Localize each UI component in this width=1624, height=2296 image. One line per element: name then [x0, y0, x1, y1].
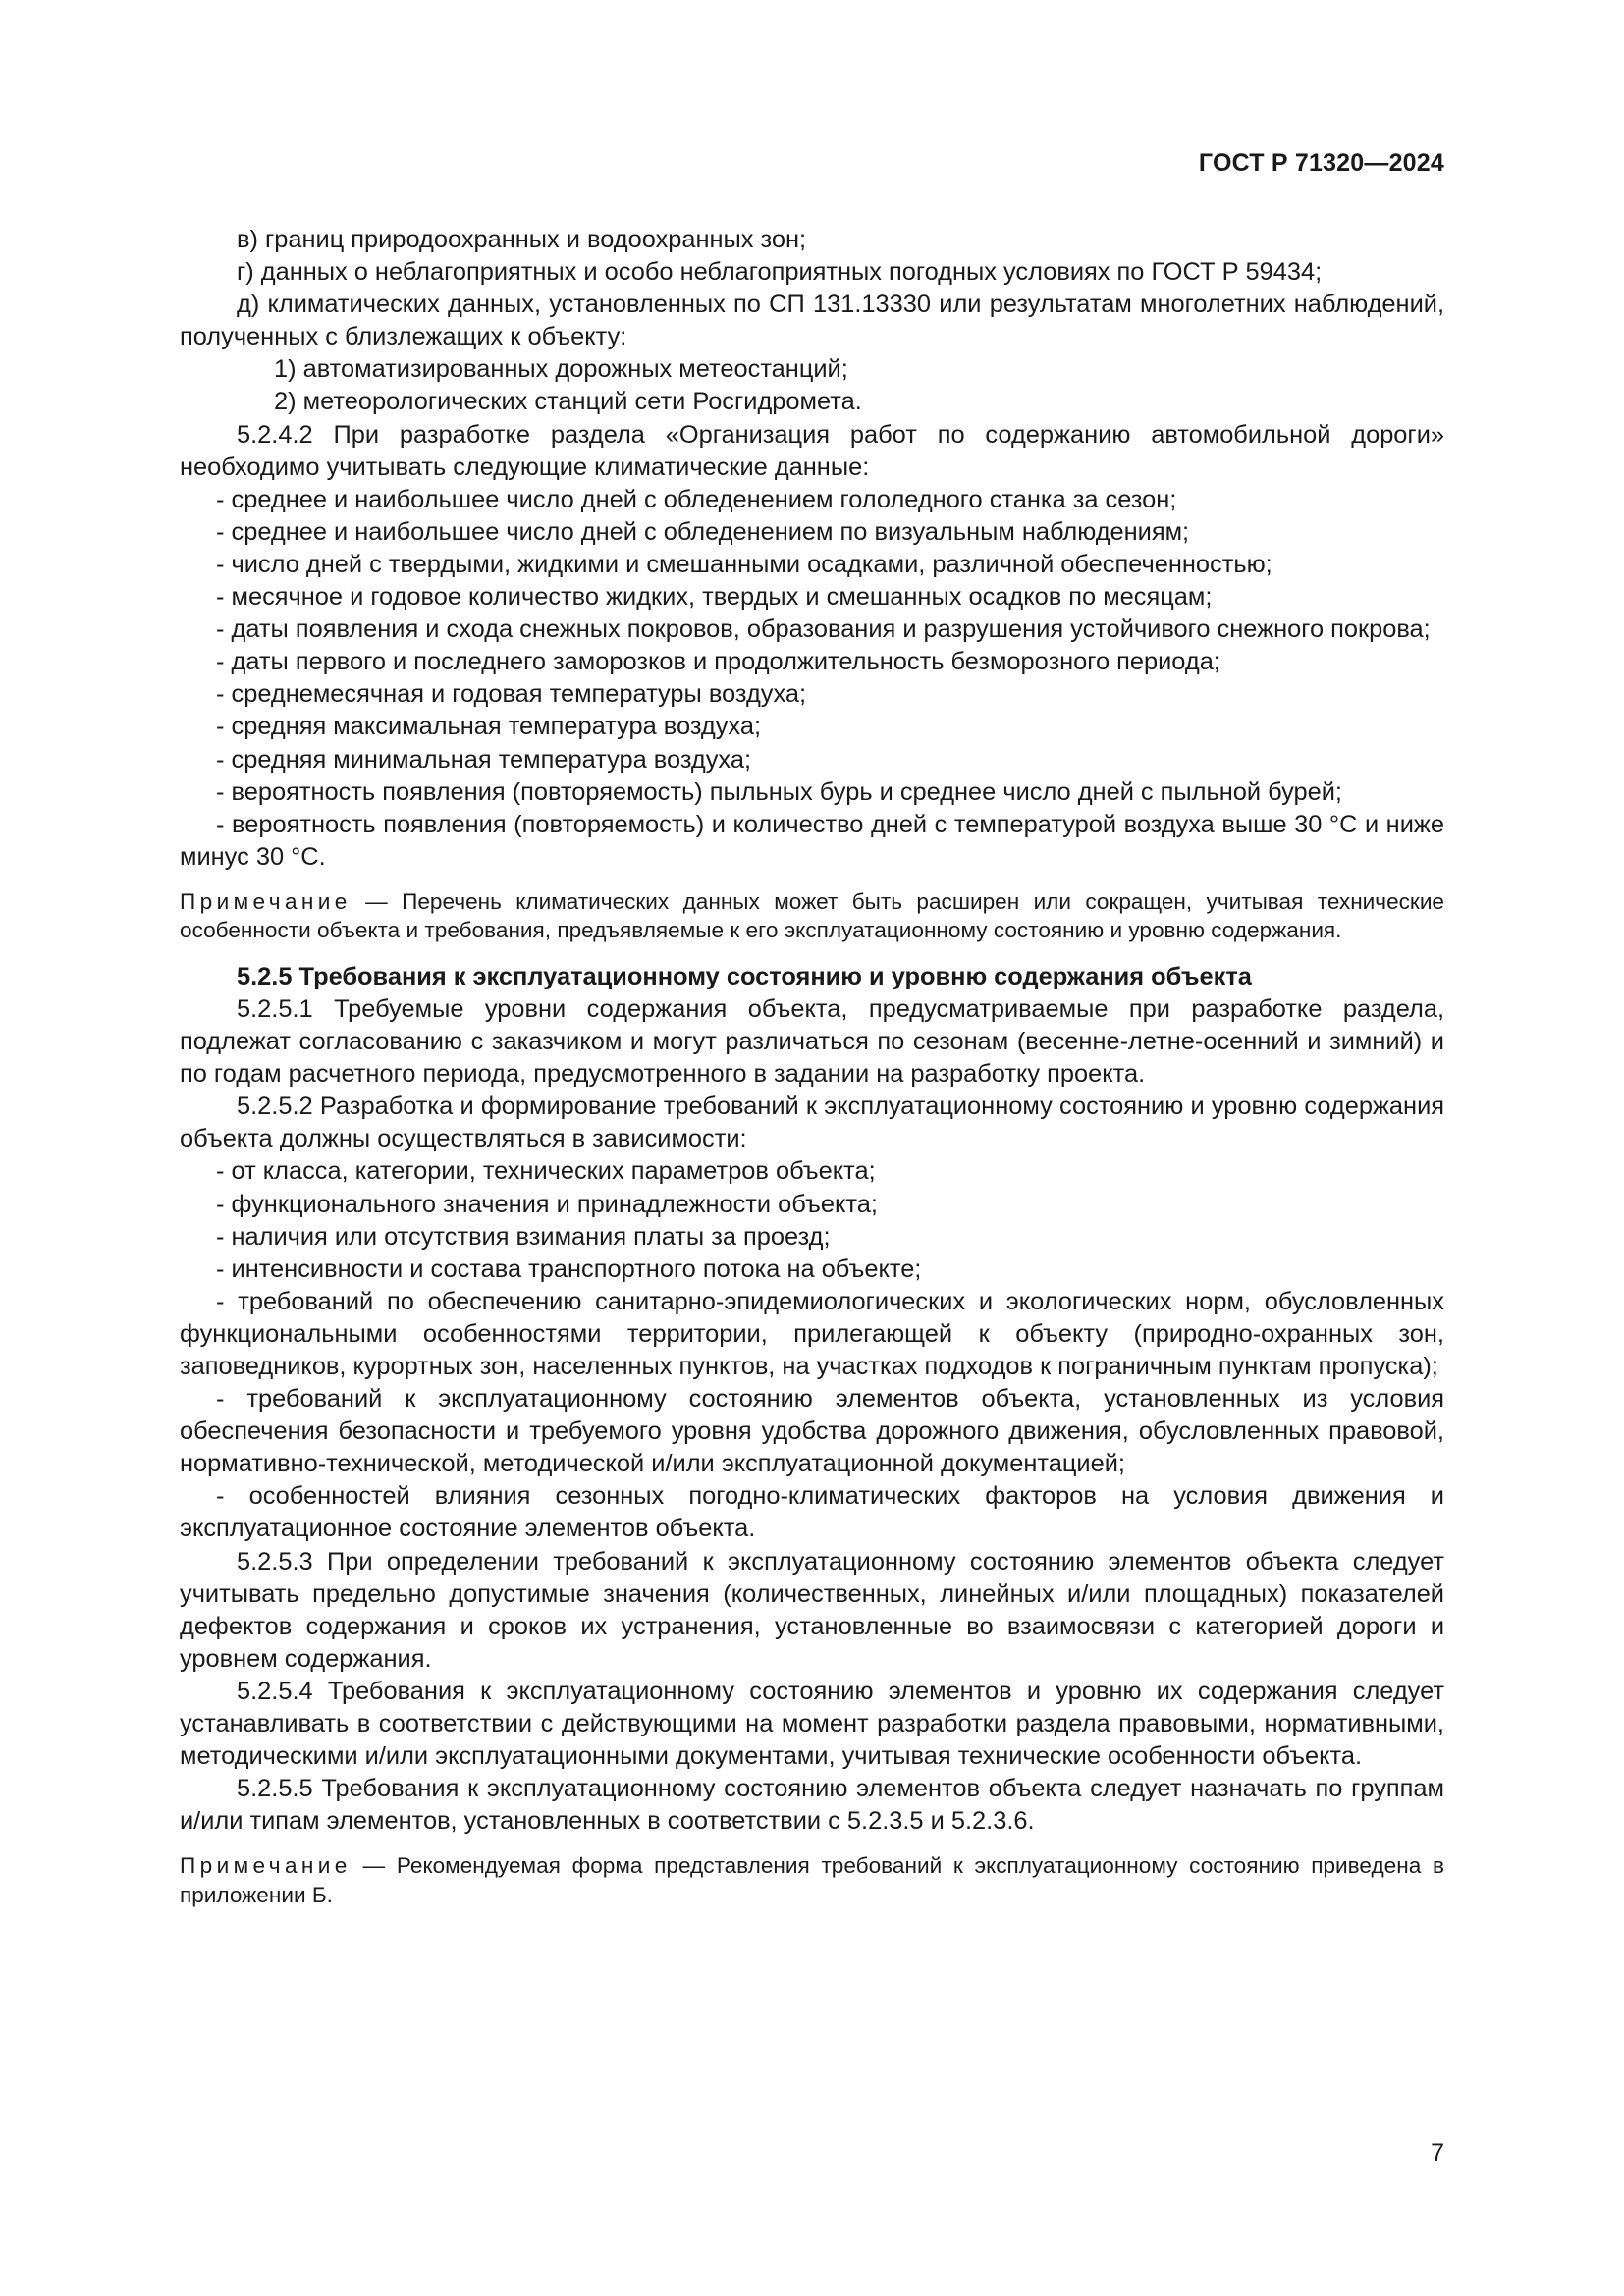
dependence-item: - требований к эксплуатационному состоянию элементов объекта, установленных из условия обеспечения безопасности и требуемого уровня удобства дорожного движения, обусловленных правовой, нормативно-технической, методической и/или эксплуатационной документацией;	[180, 1385, 1444, 1478]
dependence-item: - интенсивности и состава транспортного потока на объекте;	[216, 1255, 922, 1283]
climate-item: - средняя минимальная температура воздуха;	[216, 745, 752, 774]
climate-item: - даты появления и схода снежных покровов, образования и разрушения устойчивого снежного покрова;	[216, 615, 1431, 644]
paragraph-5-2-5-4: 5.2.5.4 Требования к эксплуатационному состоянию элементов и уровню их содержания следует устанавливать в соответствии с действующими на момент разработки раздела правовыми, нормативными, методическими и/или эксплуатационными документами, учитывая технические особенности объекта.	[180, 1677, 1444, 1771]
climate-item: - средняя максимальная температура воздуха;	[216, 713, 762, 741]
climate-item: - даты первого и последнего заморозков и продолжительность безморозного периода;	[216, 648, 1220, 676]
climate-item: - среднее и наибольшее число дней с обледенением гололедного станка за сезон;	[216, 485, 1177, 513]
note-climate	[180, 887, 1444, 945]
page-number: 7	[1431, 2139, 1444, 2166]
paragraph-5-2-4-2: 5.2.4.2 При разработке раздела «Организация работ по содержанию автомобильной дороги» необходимо учитывать следующие климатические данные:	[180, 420, 1444, 481]
climate-item: - месячное и годовое количество жидких, твердых и смешанных осадков по месяцам;	[216, 583, 1213, 612]
dependence-item: - наличия или отсутствия взимания платы за проезд;	[216, 1222, 831, 1251]
climate-item: - среднее и наибольшее число дней с обледенением по визуальным наблюдениям;	[216, 517, 1190, 546]
paragraph-5-2-5-1: 5.2.5.1 Требуемые уровни содержания объекта, предусматриваемые при разработке раздела, подлежат согласованию с заказчиком и могут различаться по сезонам (весенне-летне-осенний и зимний) и по годам расчетного периода, предусмотренного в задании на разработку проекта.	[180, 994, 1444, 1089]
climate-item: - число дней с твердыми, жидкими и смешанными осадками, различной обеспеченностью;	[216, 550, 1272, 578]
dependence-item: - особенностей влияния сезонных погодно-климатических факторов на условия движения и эксплуатационное состояние элементов объекта.	[180, 1482, 1444, 1543]
dependence-item: - требований по обеспечению санитарно-эпидемиологических и экологических норм, обусловленных функциональными особенностями территории, прилегающей к объекту (природно-охранных зон, заповедников, курортных зон, населенных пунктов, на участках подходов к пограничным пунктам пропуска);	[180, 1287, 1444, 1380]
sub-item-2: 2) метеорологических станций сети Росгидромета.	[274, 388, 862, 416]
document-code-header: ГОСТ Р 71320—2024	[1198, 149, 1444, 177]
paragraph-5-2-5-3: 5.2.5.3 При определении требований к эксплуатационному состоянию элементов объекта следует учитывать предельно допустимые значения (количественных, линейных и/или площадных) показателей дефектов содержания и сроков их устранения, установленные во взаимосвязи с категорией дороги и уровнем содержания.	[180, 1547, 1444, 1673]
climate-item: - вероятность появления (повторяемость) пыльных бурь и среднее число дней с пыльной бурей;	[216, 777, 1342, 806]
note-text: — Перечень климатических данных может быть расширен или сокращен, учитывая технические особенности объекта и требования, предъявляемые к его эксплуатационному состоянию и уровню содержания.	[180, 888, 1444, 943]
note-label: Примечание	[180, 888, 352, 914]
note-appendix	[180, 1851, 1444, 1909]
paragraph-5-2-5-2: 5.2.5.2 Разработка и формирование требований к эксплуатационному состоянию и уровню содержания объекта должны осуществляться в зависимости:	[180, 1093, 1444, 1153]
note-label: Примечание	[180, 1853, 352, 1879]
paragraph-5-2-5-5: 5.2.5.5 Требования к эксплуатационному состоянию элементов объекта следует назначать по группам и/или типам элементов, установленных в соответствии с 5.2.3.5 и 5.2.3.6.	[180, 1775, 1444, 1836]
list-item-g: г) данных о неблагоприятных и особо неблагоприятных погодных условиях по ГОСТ Р 59434;	[237, 258, 1323, 287]
list-item-d: д) климатических данных, установленных по СП 131.13330 или результатам многолетних наблюдений, полученных с близлежащих к объекту:	[180, 291, 1444, 351]
note-text: — Рекомендуемая форма представления требований к эксплуатационному состоянию приведена в приложении Б.	[180, 1853, 1444, 1907]
dependence-item: - функционального значения и принадлежности объекта;	[216, 1190, 878, 1218]
sub-item-1: 1) автоматизированных дорожных метеостанций;	[274, 355, 848, 384]
dependence-item: - от класса, категории, технических параметров объекта;	[216, 1157, 876, 1186]
climate-item: - среднемесячная и годовая температуры воздуха;	[216, 680, 807, 709]
document-body	[180, 224, 1444, 1909]
climate-item: - вероятность появления (повторяемость) и количество дней с температурой воздуха выше 30 °С и ниже минус 30 °С.	[180, 810, 1444, 871]
list-item-v: в) границ природоохранных и водоохранных зон;	[237, 226, 807, 253]
section-5-2-5-title: 5.2.5 Требования к эксплуатационному состоянию и уровню содержания объекта	[237, 962, 1252, 990]
